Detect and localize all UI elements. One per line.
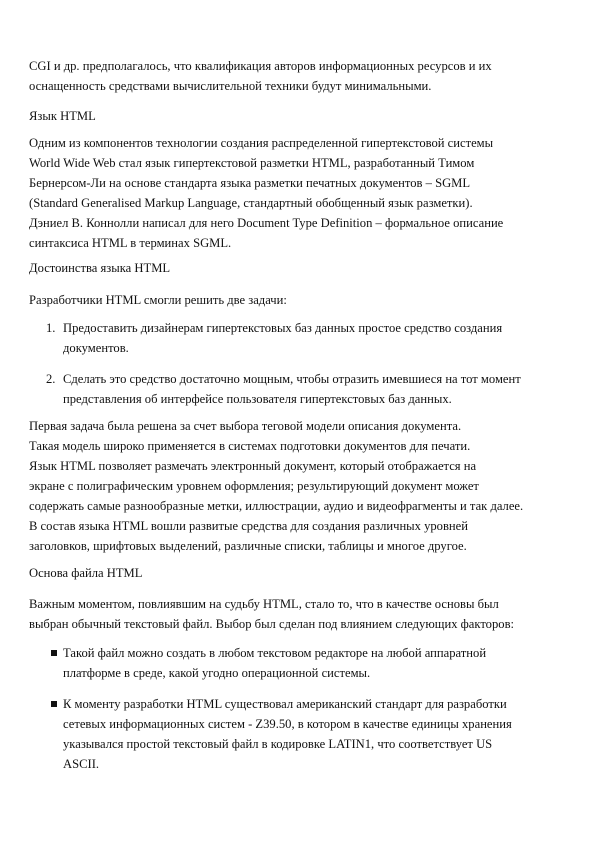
text-line: Такая модель широко применяется в системах подготовки документов для печати. bbox=[29, 439, 471, 453]
text-line: Дэниел В. Коннолли написал для него Document Type Definition – формальное описание bbox=[29, 216, 504, 230]
text-line: экране с полиграфическим уровнем оформления; результирующий документ может bbox=[29, 479, 479, 493]
section-heading-file-basis bbox=[29, 563, 574, 583]
intro-paragraph bbox=[29, 56, 574, 96]
text-line: ASCII. bbox=[63, 757, 100, 771]
text-line: Язык HTML позволяет размечать электронный документ, который отображается на bbox=[29, 459, 477, 473]
text-line: Разработчики HTML смогли решить две задачи: bbox=[29, 293, 287, 307]
factors-bullet-list bbox=[29, 643, 574, 774]
text-line: указывался простой текстовый файл в кодировке LATIN1, что соответствует US bbox=[63, 737, 493, 751]
section-heading-html-language bbox=[29, 106, 574, 126]
text-line: выбран обычный текстовый файл. Выбор был сделан под влиянием следующих факторов: bbox=[29, 617, 515, 631]
text-line: (Standard Generalised Markup Language, стандартный обобщенный язык разметки). bbox=[29, 196, 473, 210]
text-line: Бернерсом-Ли на основе стандарта языка разметки печатных документов – SGML bbox=[29, 176, 471, 190]
text-line: Одним из компонентов технологии создания распределенной гипертекстовой системы bbox=[29, 136, 494, 150]
text-line: платформе в среде, какой угодно операционной системы. bbox=[63, 666, 371, 680]
text-line: синтаксиса HTML в терминах SGML. bbox=[29, 236, 232, 250]
text-line: содержать самые разнообразные метки, иллюстрации, аудио и видеофрагменты и так далее. bbox=[29, 499, 524, 513]
list-number: 1. bbox=[46, 321, 56, 335]
section-heading-advantages bbox=[29, 258, 574, 278]
text-line: World Wide Web стал язык гипертекстовой разметки HTML, разработанный Тимом bbox=[29, 156, 475, 170]
square-bullet-icon bbox=[51, 650, 57, 656]
heading-text: Достоинства языка HTML bbox=[29, 261, 171, 275]
text-line: Такой файл можно создать в любом текстовом редакторе на любой аппаратной bbox=[63, 646, 487, 660]
list-item bbox=[29, 643, 574, 683]
text-line: Предоставить дизайнерам гипертекстовых баз данных простое средство создания bbox=[63, 321, 503, 335]
text-line: К моменту разработки HTML существовал американский стандарт для разработки bbox=[63, 697, 507, 711]
list-item bbox=[29, 694, 574, 774]
tasks-intro-paragraph bbox=[29, 290, 574, 310]
list-item bbox=[29, 318, 574, 358]
heading-text: Основа файла HTML bbox=[29, 566, 143, 580]
numbered-task-list bbox=[29, 318, 574, 409]
html-description-paragraph bbox=[29, 133, 574, 253]
heading-text: Язык HTML bbox=[29, 109, 96, 123]
text-line: документов. bbox=[63, 341, 129, 355]
text-line: Сделать это средство достаточно мощным, чтобы отразить имевшиеся на тот момент bbox=[63, 372, 521, 386]
basis-intro-paragraph bbox=[29, 594, 574, 634]
list-number: 2. bbox=[46, 372, 56, 386]
text-line: В состав языка HTML вошли развитые средства для создания различных уровней bbox=[29, 519, 468, 533]
text-line: представления об интерфейсе пользователя гипертекстовых баз данных. bbox=[63, 392, 452, 406]
text-line: заголовков, шрифтовых выделений, различные списки, таблицы и многое другое. bbox=[29, 539, 467, 553]
tasks-summary-paragraph bbox=[29, 416, 574, 556]
text-line: Важным моментом, повлиявшим на судьбу HTML, стало то, что в качестве основы был bbox=[29, 597, 499, 611]
text-line: сетевых информационных систем - Z39.50, в котором в качестве единицы хранения bbox=[63, 717, 512, 731]
square-bullet-icon bbox=[51, 701, 57, 707]
text-line: CGI и др. предполагалось, что квалификация авторов информационных ресурсов и их bbox=[29, 59, 492, 73]
text-line: Первая задача была решена за счет выбора теговой модели описания документа. bbox=[29, 419, 462, 433]
list-item bbox=[29, 369, 574, 409]
text-line: оснащенность средствами вычислительной техники будут минимальными. bbox=[29, 79, 432, 93]
